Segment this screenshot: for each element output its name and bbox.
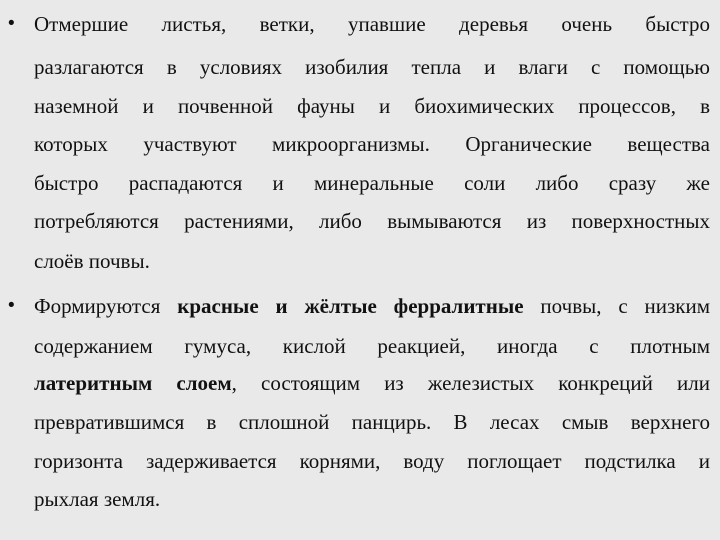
text-run: почвы, с низким <box>523 294 710 318</box>
text-run: разлагаются в условиях изобилия тепла и влаги с помощью <box>34 55 710 79</box>
paragraph-1-line-4 <box>34 131 710 157</box>
text-run: , состоящим из железистых конкреций или <box>231 371 710 395</box>
paragraph-1-line-2 <box>34 54 710 80</box>
paragraph-1-line-1 <box>34 11 710 37</box>
paragraph-2-line-3 <box>34 370 710 396</box>
text-run: потребляются растениями, либо вымываются из поверхностных <box>34 209 710 233</box>
text-run: быстро распадаются и минеральные соли либо сразу же <box>34 171 710 195</box>
paragraph-2-line-6 <box>34 486 710 512</box>
text-run: Отмершие листья, ветки, упавшие деревья очень быстро <box>34 12 710 36</box>
text-run: превратившимся в сплошной панцирь. В лесах смыв верхнего <box>34 410 710 434</box>
bullet-2-marker: • <box>8 295 15 316</box>
text-run: Формируются <box>34 294 178 318</box>
text-run: содержанием гумуса, кислой реакцией, иногда с плотным <box>34 334 710 358</box>
text-run: рыхлая земля. <box>34 487 161 511</box>
paragraph-2-line-5 <box>34 448 710 474</box>
paragraph-2-line-1 <box>34 293 710 319</box>
paragraph-1-line-3 <box>34 93 710 119</box>
text-run: наземной и почвенной фауны и биохимических процессов, в <box>34 94 710 118</box>
text-run: горизонта задерживается корнями, воду поглощает подстилка и <box>34 449 710 473</box>
bullet-1-marker: • <box>8 13 15 34</box>
paragraph-1-line-7 <box>34 248 710 274</box>
paragraph-2-line-2 <box>34 333 710 359</box>
paragraph-1-line-5 <box>34 170 710 196</box>
bold-term-lateritic-layer: латеритным слоем <box>34 371 232 395</box>
paragraph-1-line-6 <box>34 208 710 234</box>
text-run: слоёв почвы. <box>34 249 150 273</box>
bold-term-ferralitic-soils: красные и жёлтые ферралитные <box>177 294 524 318</box>
text-run: которых участвуют микроорганизмы. Органические вещества <box>34 132 710 156</box>
paragraph-2-line-4 <box>34 409 710 435</box>
